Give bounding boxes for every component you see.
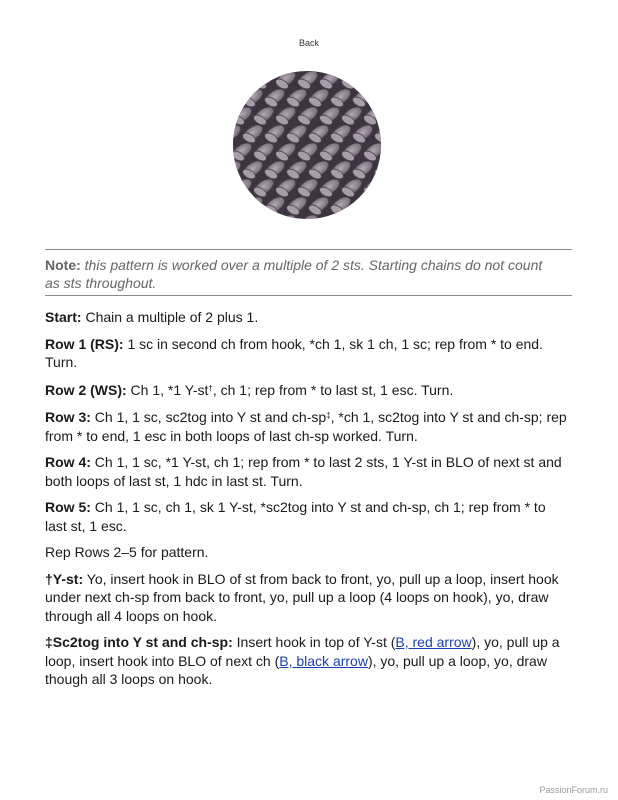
instruction-label: Row 2 (WS): — [45, 381, 127, 398]
definition-y-st — [45, 570, 570, 626]
instruction-text: 1 sc in second ch from hook, *ch 1, sk 1 ch, 1 sc; rep from * to end. Turn. — [45, 335, 543, 370]
footnote-mark: ‡ — [326, 411, 331, 420]
stitch-swatch-image — [232, 70, 382, 220]
instruction-label: ‡Sc2tog into Y st and ch-sp: — [45, 634, 233, 650]
instruction-row-1 — [45, 335, 570, 372]
bottom-rule — [45, 295, 572, 296]
instruction-row-2 — [45, 380, 570, 400]
instruction-text: Insert hook in top of Y-st ( — [236, 634, 396, 650]
instruction-label: Row 4: — [45, 454, 91, 470]
instruction-label: Start: — [45, 309, 82, 325]
instruction-text: ), yo, pull up a loop, insert hook into BLO of next ch ( — [45, 634, 560, 669]
footnote-mark: † — [208, 383, 213, 393]
note-text: this pattern is worked over a multiple of 2 sts. Starting chains do not count as sts throughout. — [45, 257, 543, 291]
link-black-arrow[interactable]: B, black arrow — [279, 652, 368, 669]
instruction-start — [45, 308, 570, 327]
instruction-label: Row 5: — [45, 499, 91, 515]
figure-caption: Back — [298, 38, 319, 48]
top-rule — [45, 249, 572, 250]
instruction-row-5 — [45, 498, 570, 535]
pattern-note — [45, 256, 560, 292]
instruction-label: Row 1 (RS): — [45, 335, 124, 352]
definition-sc2tog — [45, 633, 570, 689]
instruction-text: Ch 1, 1 sc, ch 1, sk 1 Y-st, *sc2tog into Y st and ch-sp, ch 1; rep from * to last st, 1 esc. — [45, 499, 546, 534]
link-red-arrow[interactable]: B, red arrow — [395, 634, 472, 650]
instruction-text: , *ch 1, sc2tog into Y st and ch-sp; rep from * to end, 1 esc in both loops of last ch-sp worked. Turn. — [45, 409, 567, 444]
instruction-label: Row 3: — [45, 409, 91, 425]
instruction-row-4 — [45, 453, 570, 490]
instruction-row-3 — [45, 407, 570, 445]
instruction-text: Ch 1, *1 Y-st — [130, 381, 209, 398]
instruction-label: †Y-st: — [45, 570, 84, 587]
instruction-text: Ch 1, 1 sc, *1 Y-st, ch 1; rep from * to last 2 sts, 1 Y-st in BLO of next st and both loops of last st, 1 hdc in last st. Turn. — [45, 454, 562, 489]
instruction-text: Chain a multiple of 2 plus 1. — [85, 309, 259, 325]
instruction-repeat — [45, 543, 570, 562]
instruction-text: Yo, insert hook in BLO of st from back to front, yo, pull up a loop, insert hook under next ch-sp from back to front, yo, pull up a loop (4 loops on hook), yo, draw through all 4 loops on hook. — [45, 570, 559, 624]
note-label: Note: — [45, 257, 81, 273]
instruction-text: , ch 1; rep from * to last st, 1 esc. Turn. — [212, 381, 454, 398]
instruction-text: Rep Rows 2–5 for pattern. — [45, 544, 209, 560]
pattern-instructions — [45, 308, 570, 697]
instruction-text: ), yo, pull up a loop, yo, draw though all 3 loops on hook. — [45, 652, 547, 687]
watermark: PassionForum.ru — [539, 785, 608, 795]
instruction-text: Ch 1, 1 sc, sc2tog into Y st and ch-sp — [94, 409, 327, 425]
